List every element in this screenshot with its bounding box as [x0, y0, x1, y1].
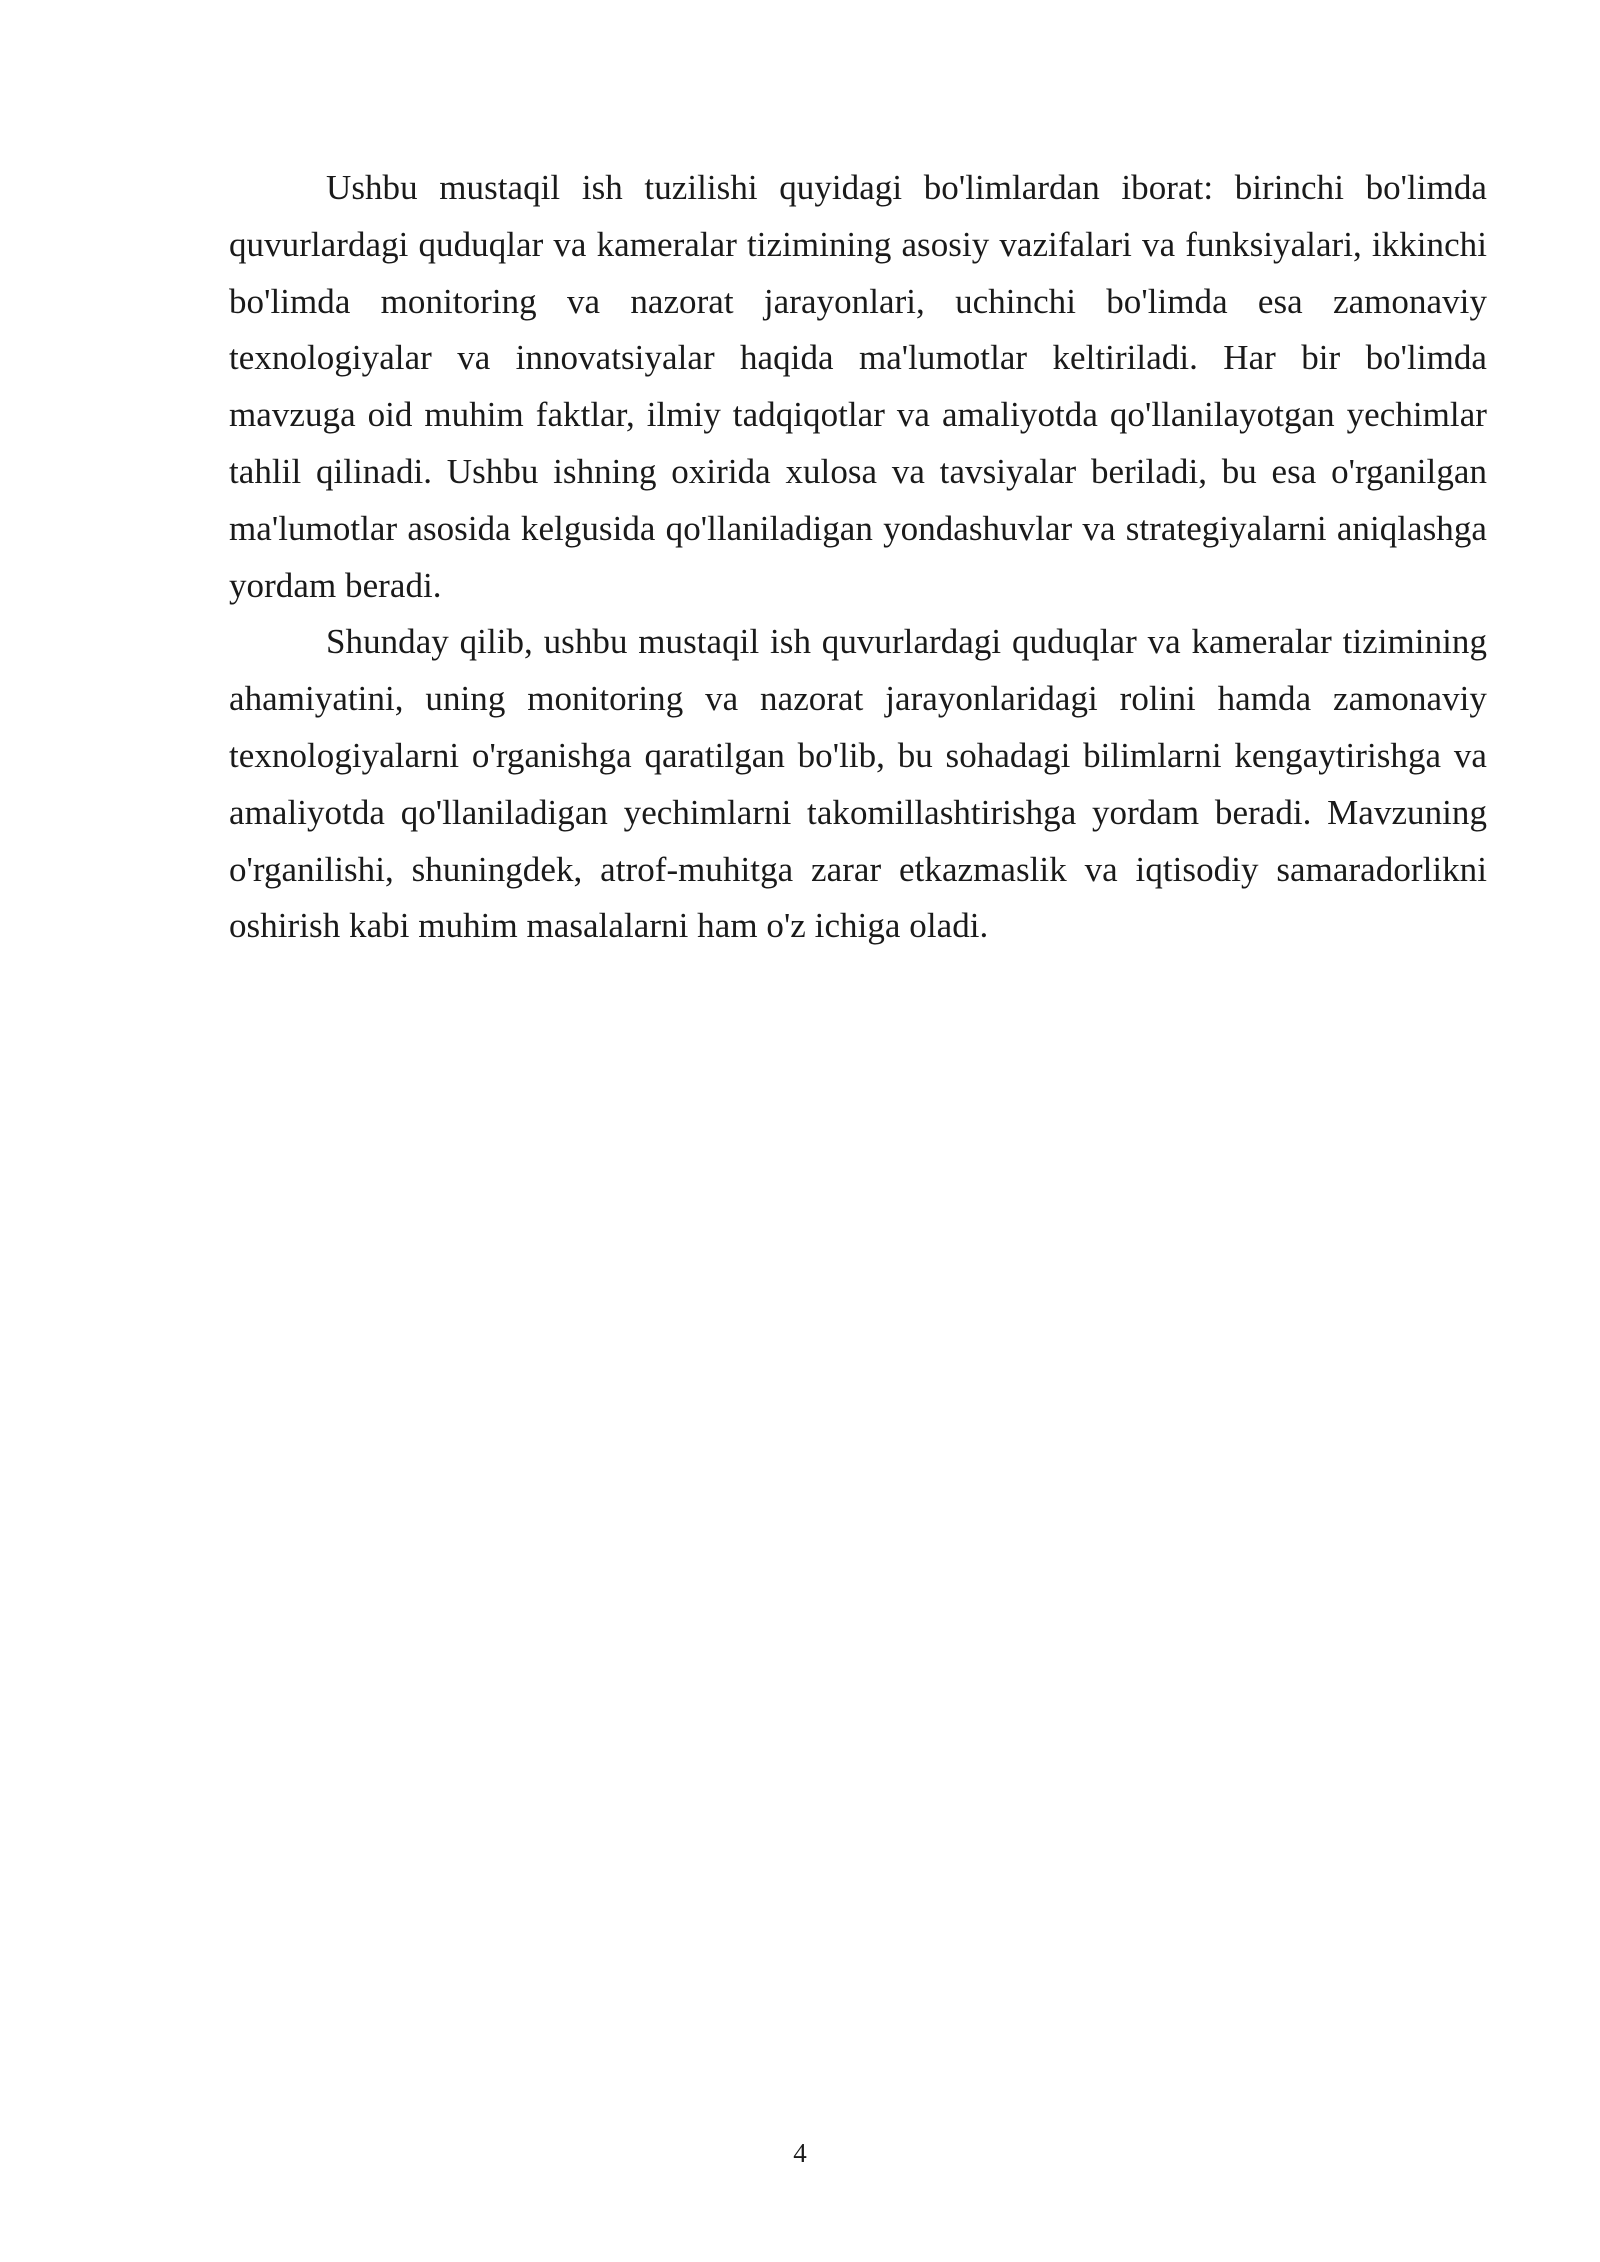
body-text [229, 160, 1487, 955]
paragraph-conclusion: Shunday qilib, ushbu mustaqil ish quvurlardagi quduqlar va kameralar tizimining ahamiyatini, uning monitoring va nazorat jarayonlaridagi rolini hamda zamonaviy texnologiyalarni o'rganishga qaratilgan bo'lib, bu sohadagi bilimlarni kengaytirishga va amaliyotda qo'llaniladigan yechimlarni takomillashtirishga yordam beradi. Mavzuning o'rganilishi, shuningdek, atrof-muhitga zarar etkazmaslik va iqtisodiy samaradorlikni oshirish kabi muhim masalalarni ham o'z ichiga oladi. [229, 622, 1487, 946]
page-number: 4 [793, 2138, 807, 2168]
paragraph-structure: Ushbu mustaqil ish tuzilishi quyidagi bo'limlardan iborat: birinchi bo'limda quvurlardagi quduqlar va kameralar tizimining asosiy vazifalari va funksiyalari, ikkinchi bo'limda monitoring va nazorat jarayonlari, uchinchi bo'limda esa zamonaviy texnologiyalar va innovatsiyalar haqida ma'lumotlar keltiriladi. Har bir bo'limda mavzuga oid muhim faktlar, ilmiy tadqiqotlar va amaliyotda qo'llanilayotgan yechimlar tahlil qilinadi. Ushbu ishning oxirida xulosa va tavsiyalar beriladi, bu esa o'rganilgan ma'lumotlar asosida kelgusida qo'llaniladigan yondashuvlar va strategiyalarni aniqlashga yordam beradi. [229, 168, 1487, 605]
